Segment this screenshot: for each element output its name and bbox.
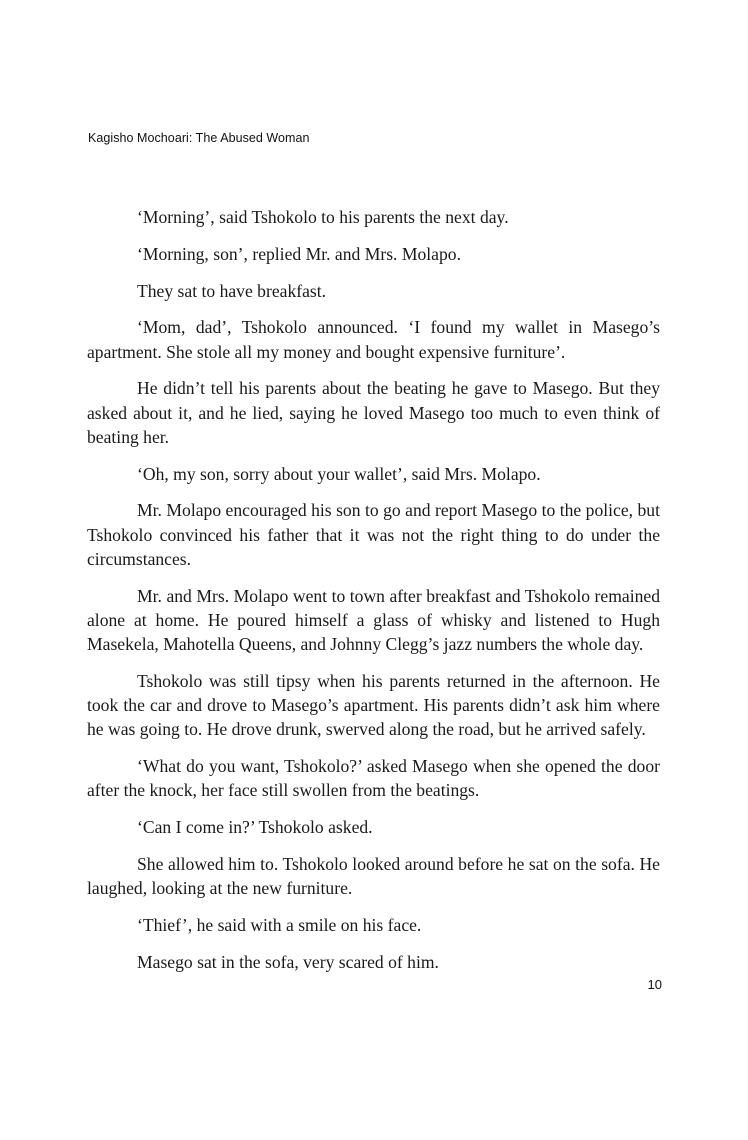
paragraph: He didn’t tell his parents about the beating he gave to Masego. But they asked about it, and he lied, saying he loved Masego too much to even think of beating her. (87, 378, 660, 447)
paragraph: ‘Morning’, said Tshokolo to his parents the next day. (137, 207, 509, 227)
paragraph: She allowed him to. Tshokolo looked around before he sat on the sofa. He laughed, looking at the new furniture. (87, 853, 660, 898)
running-header: Kagisho Mochoari: The Abused Woman (88, 131, 310, 145)
paragraph: ‘Mom, dad’, Tshokolo announced. ‘I found my wallet in Masego’s apartment. She stole all my money and bought expensive furniture’. (87, 317, 660, 362)
paragraph: ‘Morning, son’, replied Mr. and Mrs. Molapo. (137, 243, 461, 264)
paragraph: Masego sat in the sofa, very scared of him. (137, 951, 439, 972)
paragraph: ‘What do you want, Tshokolo?’ asked Masego when she opened the door after the knock, her face still swollen from the beatings. (87, 756, 660, 801)
paragraph: ‘Can I come in?’ Tshokolo asked. (137, 817, 373, 837)
paragraph: ‘Oh, my son, sorry about your wallet’, said Mrs. Molapo. (137, 463, 541, 484)
paragraph: They sat to have breakfast. (137, 280, 327, 301)
paragraph: Mr. and Mrs. Molapo went to town after breakfast and Tshokolo remained alone at home. He poured himself a glass of whisky and listened to Hugh Masekela, Mahotella Queens, and Johnny Clegg’s jazz numbers the whole day. (87, 585, 660, 654)
page-number: 10 (647, 977, 662, 992)
chapter-body (87, 205, 660, 986)
paragraph: Tshokolo was still tipsy when his parents returned in the afternoon. He took the car and drove to Masego’s apartment. His parents didn’t ask him where he was going to. He drove drunk, swerved along the road, but he arrived safely. (87, 670, 660, 740)
paragraph: Mr. Molapo encouraged his son to go and report Masego to the police, but Tshokolo convinced his father that it was not the right thing to do under the circumstances. (87, 500, 660, 569)
paragraph: ‘Thief’, he said with a smile on his face. (137, 914, 422, 935)
